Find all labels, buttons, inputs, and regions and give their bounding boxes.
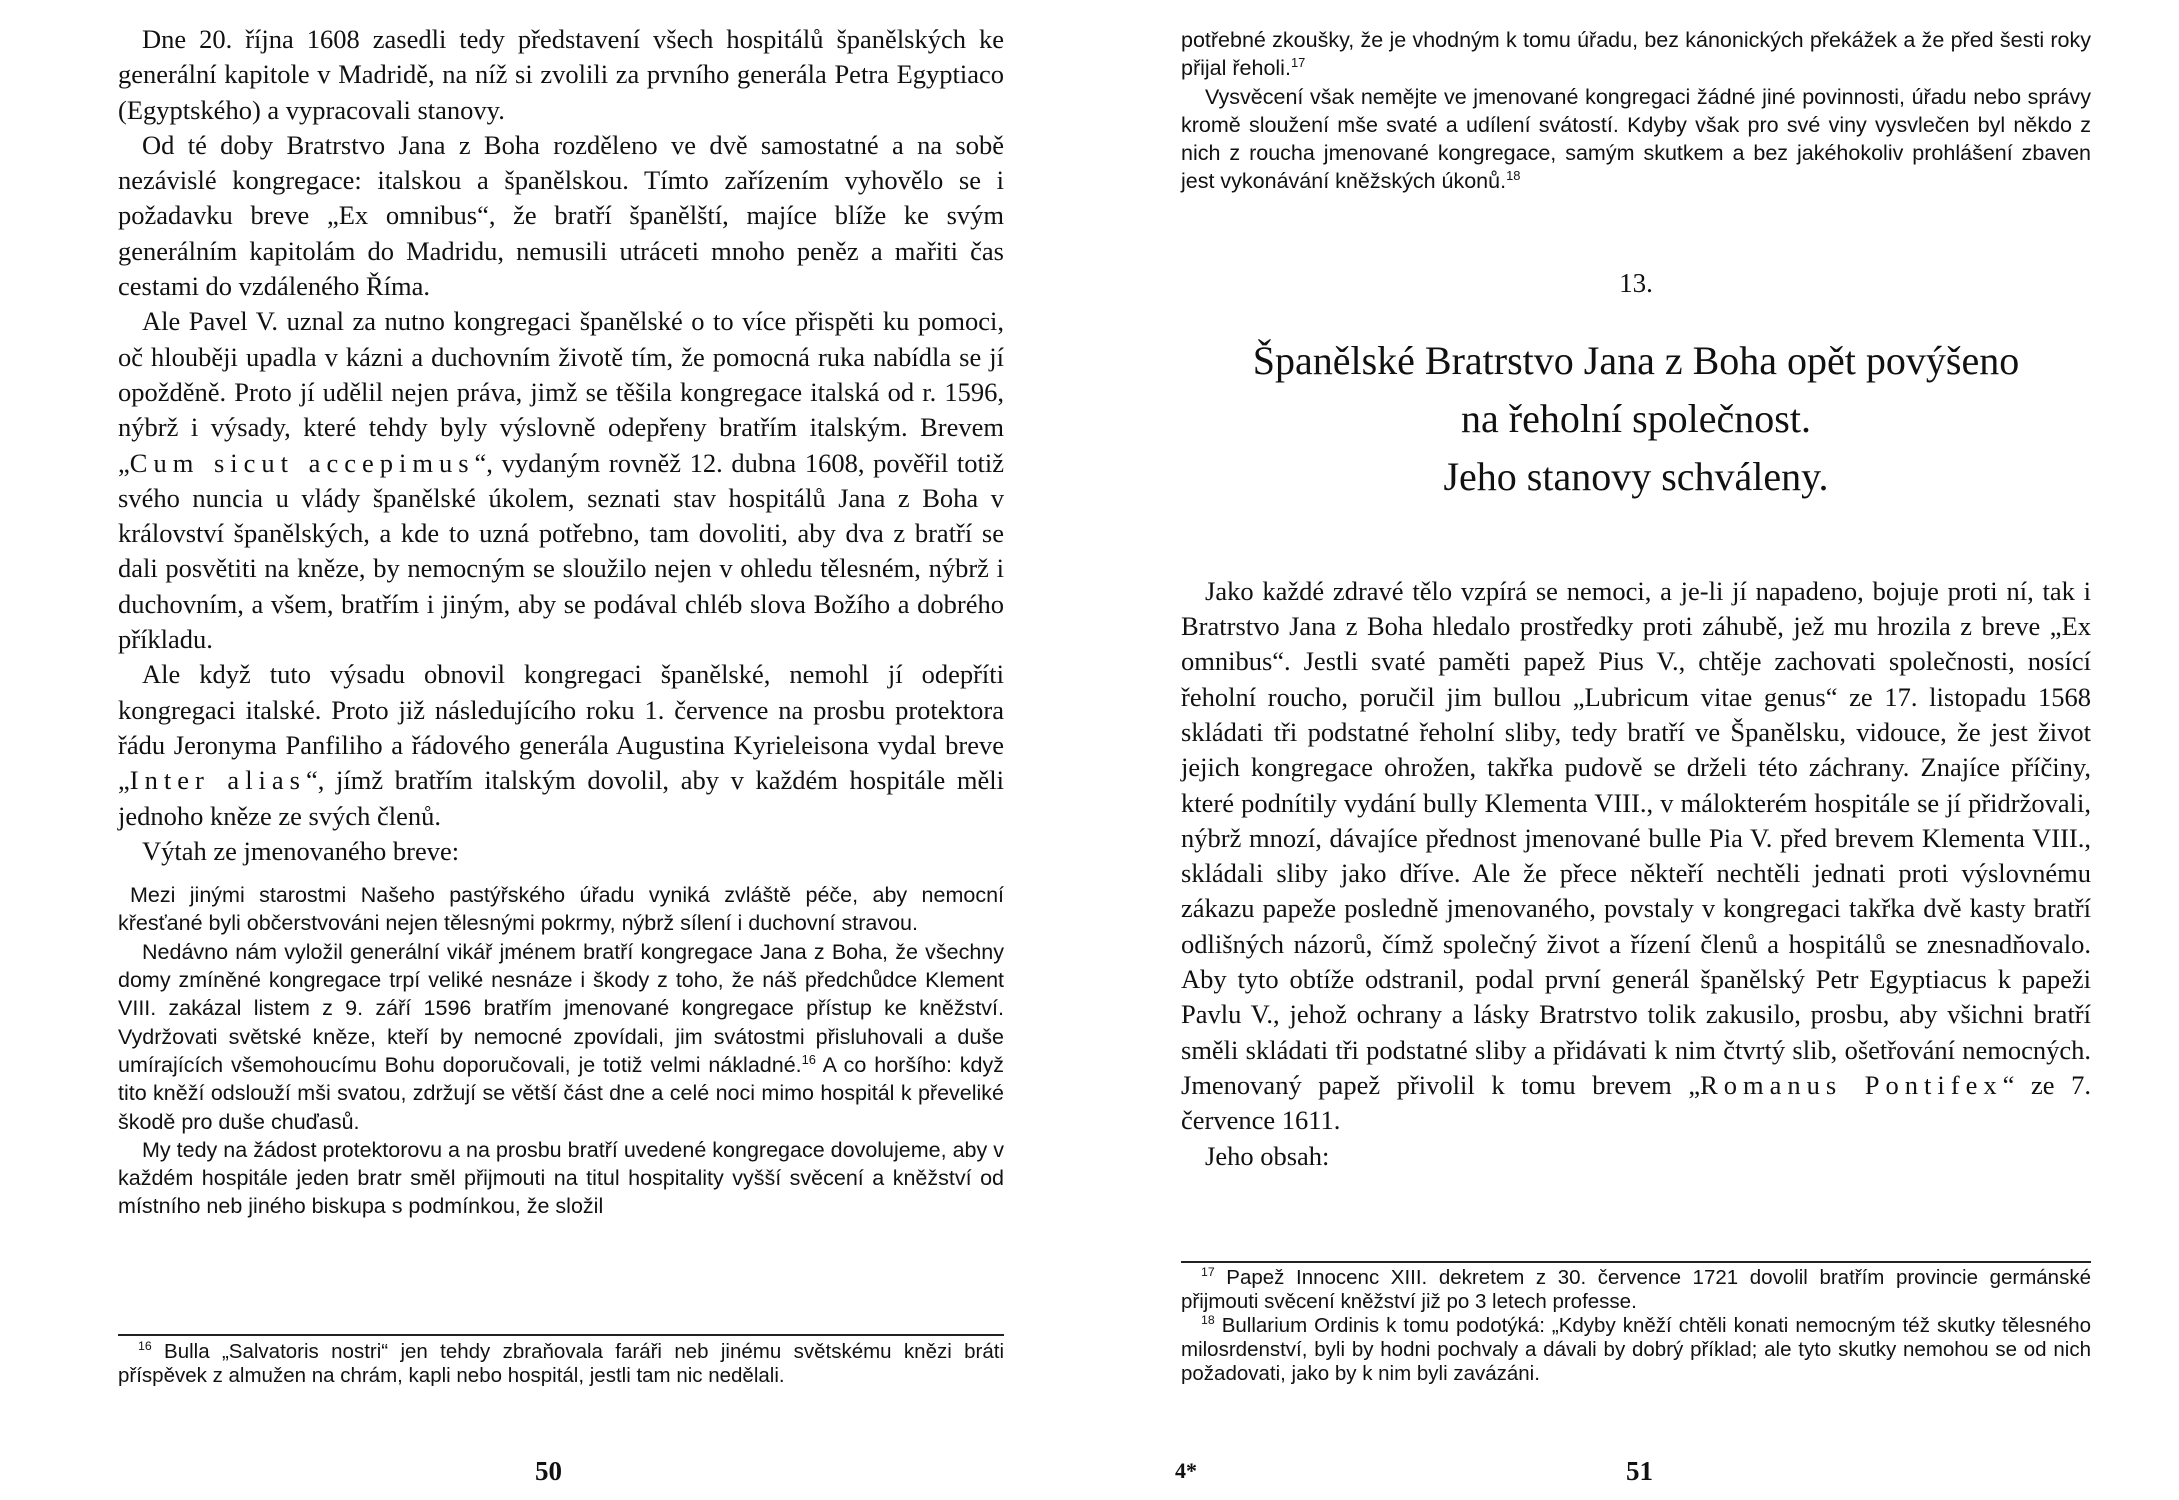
footnote-ref[interactable]: 16: [801, 1051, 816, 1067]
chapter-title-line: Španělské Bratrstvo Jana z Boha opět povýšeno: [1252, 337, 2020, 383]
left-text-column: [118, 22, 1004, 1221]
paragraph: [118, 657, 1004, 833]
quoted-breve-continued: [1181, 26, 2091, 196]
footnote-ref[interactable]: 17: [1290, 55, 1306, 71]
signature-mark: 4*: [1175, 1458, 1197, 1483]
right-main-text: [1181, 574, 2091, 1174]
right-footnotes: [1181, 1266, 2091, 1386]
footnote-text: Papež Innocenc XIII. dekretem z 30. července 1721 dovolil bratřím provincie germánské přijmouti svěcení kněžství již po 3 letech professe.: [1181, 1266, 2091, 1313]
text-run: Ale Pavel V. uznal za nutno kongregaci španělské o to více přispěti ku pomoci, oč hlouběji upadla v kázni a duchovním životě tím, že pomocná ruka nabídla se jí opožděně. Proto jí udělil nejen práva, jimž se těšila kongregace italská od r. 1596, nýbrž i výsady, které tehdy byly výslovně odepřeny bratřím italským. Brevem „: [118, 306, 1004, 478]
text-run: Vysvěcení však nemějte ve jmenované kongregaci žádné jiné povinnosti, úřadu nebo správy kromě sloužení mše svaté a udílení svátostí. Kdyby však pro své viny vysvlečen byl někdo z nich z roucha jmenované kongregace, samým skutkem a bez jakéhokoliv prohlášení zbaven jest vykonávání kněžských úkonů.: [1181, 84, 2091, 194]
footnote-mark: 16: [138, 1339, 152, 1354]
left-footnotes: [118, 1340, 1004, 1388]
paragraph: [118, 304, 1004, 657]
paragraph: Dne 20. října 1608 zasedli tedy představení všech hospitálů španělských ke generální kapitole v Madridě, na níž si zvolili za prvního generála Petra Egyptiaco (Egyptského) a vypracovali stanovy.: [118, 24, 1004, 125]
quote-paragraph: My tedy na žádost protektorovu a na prosbu bratří uvedené kongregace dovolujeme, aby v každém hospitále jeden bratr směl přijmouti na titul hospitality vyšší svěcení a kněžství od místního neb jiného biskupa s podmínkou, že složil: [118, 1137, 1004, 1219]
paragraph: Výtah ze jmenovaného breve:: [142, 835, 460, 866]
paragraph: Jeho obsah:: [1205, 1140, 1330, 1171]
footnote-mark: 18: [1201, 1313, 1215, 1328]
text-run: potřebné zkoušky, že je vhodným k tomu úřadu, bez kánonických překážek a že před šesti roky přijal řeholi.: [1181, 28, 2091, 81]
footnote-divider: [1181, 1261, 2091, 1263]
text-run: “ ze 7. července 1611.: [1181, 1069, 2091, 1136]
right-page: [1089, 0, 2179, 1500]
quote-paragraph: [1181, 26, 2091, 83]
chapter-number: 13.: [1619, 267, 1653, 298]
page-number: 51: [1626, 1456, 1653, 1486]
text-run: “, jímž bratřím italským dovolil, aby v každém hospitále měli jednoho kněze ze svých členů.: [118, 765, 1004, 831]
footnote-text: Bullarium Ordinis k tomu podotýká: „Kdyby kněží chtěli konati nemocným též skutky tělesného milosrdenství, byli by hodni pochvaly a dávali by dobrý příklad; ale tyto skutky nemohou se od nich požadovati, jako by k nim byli zavázáni.: [1181, 1314, 2091, 1385]
paragraph: Od té doby Bratrstvo Jana z Boha rozděleno ve dvě samostatné a na sobě nezávislé kongregace: italskou a španělskou. Tímto zařízením vyhovělo se i požadavku breve „Ex omnibus“, že bratří španělští, majíce blíže ke svým generálním kapitolám do Madridu, nemusili utráceti mnoho peněz a mařiti čas cestami do vzdáleného Říma.: [118, 129, 1004, 302]
spaced-title: Cum sicut accepimus: [129, 447, 475, 478]
text-run: Nedávno nám vyložil generální vikář jménem bratří kongregace Jana z Boha, že všechny domy zmíněné kongregace trpí veliké nesnáze i škody z toho, že náš předchůdce Klement VIII. zakázal listem z 9. září 1596 bratřím jmenované kongregace přístup ke kněžství. Vydržovati světské kněze, kteří by nemocné zpovídali, jim svátostmi přisluhovali a duše umírajících všemohoucímu Bohu doporučovali, je totiž velmi nákladné.: [118, 939, 1004, 1077]
left-main-text: [118, 22, 1004, 869]
footnote: [1181, 1266, 2091, 1314]
text-run: A co horšího: když tito kněží odslouží mši svatou, zdržují se větší část dne a celé noci mimo hospitál k převeliké škodě pro duše chuďasů.: [118, 1052, 1004, 1134]
quoted-breve: [118, 881, 1004, 1221]
chapter-title-line: Jeho stanovy schváleny.: [1443, 453, 1829, 499]
text-run: Ale když tuto výsadu obnovil kongregaci španělské, nemohl jí odepříti kongregaci italské. Proto již následujícího roku 1. července na prosbu protektora řádu Jeronyma Panfiliho a řádového generála Augustina Kyrieleisona vydal breve „: [118, 659, 1004, 796]
footnote-mark: 17: [1201, 1265, 1215, 1280]
footnote: [1181, 1314, 2091, 1386]
spaced-title: Romanus Pontifex: [1700, 1069, 2003, 1100]
chapter-title: [1181, 332, 2091, 506]
page-number: 50: [535, 1456, 562, 1486]
footnote-ref[interactable]: 18: [1506, 168, 1521, 184]
text-run: “, vydaným rovněž 12. dubna 1608, pověřil totiž svého nuncia u vlády španělské úkolem, seznati stav hospitálů Jana z Boha v království španělských, a kde to uzná potřebno, tam dovoliti, aby dva z bratří se dali posvětiti na kněze, by nemocným se sloužilo nejen v ohledu tělesném, nýbrž i duchovním, a všem, bratřím i jiným, aby se podával chléb slova Božího a dobrého příkladu.: [118, 447, 1004, 655]
chapter-title-line: na řeholní společnost.: [1461, 395, 1811, 441]
footnote: [118, 1340, 1004, 1388]
footnote-divider: [118, 1334, 1004, 1336]
quote-paragraph: [118, 938, 1004, 1136]
quote-paragraph: Mezi jinými starostmi Našeho pastýřského úřadu vyniká zvláště péče, aby nemocní křesťané byli občerstvováni nejen tělesnými pokrmy, nýbrž sílení i duchovní stravou.: [118, 883, 1004, 936]
spaced-title: Inter alias: [129, 765, 306, 796]
left-page: [0, 0, 1089, 1500]
footnote-text: Bulla „Salvatoris nostri“ jen tehdy zbraňovala faráři neb jinému světskému knězi bráti příspěvek z almužen na chrám, kapli nebo hospitál, jestli tam nic nedělali.: [118, 1340, 1005, 1387]
quote-paragraph: [1181, 83, 2091, 196]
paragraph: [1181, 574, 2091, 1139]
text-run: Jako každé zdravé tělo vzpírá se nemoci, a je-li jí napadeno, bojuje proti ní, tak i Bratrstvo Jana z Boha hledalo prostředky proti záhubě, jež mu hrozila z breve „Ex omnibus“. Jestli svaté paměti papež Pius V., chtěje zachovati společnosti, nosící řeholní roucho, poručil jim bullou „Lubricum vitae genus“ ze 17. listopadu 1568 skládati tři podstatné řeholní sliby, tedy bratří ve Španělsku, vidouce, že jest život jejich kongregace ohrožen, takřka pudově se drželi této záchrany. Znajíce příčiny, které podnítily vydání bully Klementa VIII., v málokterém hospitále se jí přidržovali, nýbrž mnozí, dávajíce přednost jmenované bulle Pia V. před brevem Klementa VIII., skládali sliby jako dříve. Ale že přece někteří nechtěli jednati proti výslovnému zákazu papeže posledně jmenovaného, povstaly v kongregaci takřka dvě kasty bratří odlišných názorů, čímž společný život a řízení členů a hospitálů se znesnadňovalo. Aby tyto obtíže odstranil, podal první generál španělský Petr Egyptiacus k papeži Pavlu V., jehož ochrany a lásky Bratrstvo tolik zakusilo, prosbu, aby všichni bratří směli skládati tři podstatné sliby a přidávati k nim čtvrtý slib, ošetřování nemocných. Jmenovaný papež přivolil k tomu brevem „: [1181, 575, 2091, 1100]
right-text-column: [1181, 26, 2091, 1174]
